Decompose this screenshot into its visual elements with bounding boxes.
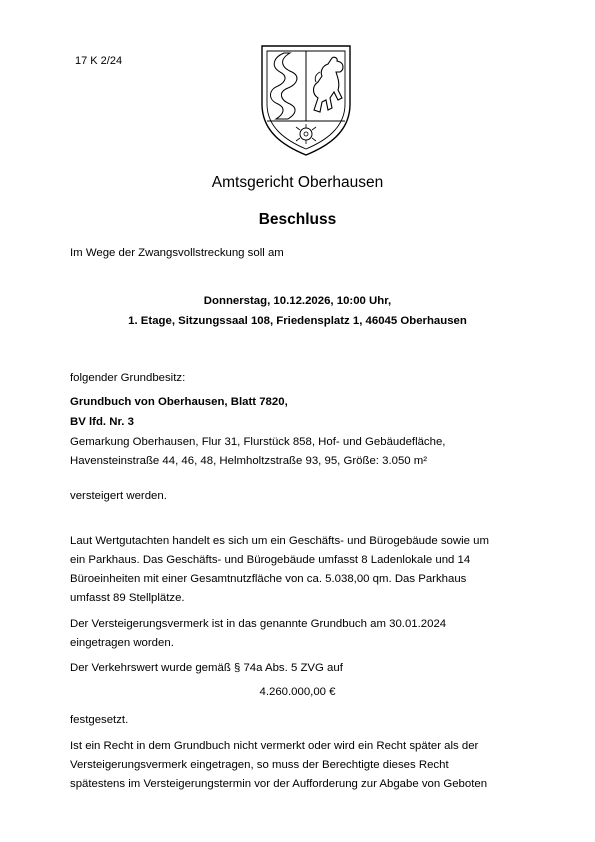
grundbuch-line-1: Grundbuch von Oberhausen, Blatt 7820, [70,396,288,408]
case-number: 17 K 2/24 [75,55,123,67]
gutachten-line-2: ein Parkhaus. Das Geschäfts- und Bürogebäude umfasst 8 Ladenlokale und 14 [70,554,471,566]
nrw-coat-of-arms-icon [258,42,354,158]
grundbuch-line-3: Gemarkung Oberhausen, Flur 31, Flurstück 858, Hof- und Gebäudefläche, [70,436,446,448]
grundbuch-line-4: Havensteinstraße 44, 46, 48, Helmholtzstraße 93, 95, Größe: 3.050 m² [70,455,428,467]
recht-line-2: Versteigerungsvermerk eingetragen, so muss der Berechtigte dieses Recht [70,759,449,771]
recht-line-1: Ist ein Recht in dem Grundbuch nicht vermerkt oder wird ein Recht später als der [70,740,479,752]
versteigert-text: versteigert werden. [70,490,167,502]
festgesetzt-text: festgesetzt. [70,714,129,726]
vermerk-line-1: Der Versteigerungsvermerk ist in das genannte Grundbuch am 30.01.2024 [70,618,447,630]
document-type-heading: Beschluss [258,211,337,228]
gutachten-line-1: Laut Wertgutachten handelt es sich um ein Geschäfts- und Bürogebäude sowie um [70,535,489,547]
court-name: Amtsgericht Oberhausen [211,174,384,191]
gutachten-line-4: umfasst 89 Stellplätze. [70,592,185,604]
recht-line-3: spätestens im Versteigerungstermin vor der Aufforderung zur Abgabe von Geboten [70,778,488,790]
termin-location: 1. Etage, Sitzungssaal 108, Friedensplatz 1, 46045 Oberhausen [128,315,467,327]
grundbuch-line-2: BV lfd. Nr. 3 [70,416,134,428]
grundbesitz-label: folgender Grundbesitz: [70,372,186,384]
termin-date: Donnerstag, 10.12.2026, 10:00 Uhr, [203,295,392,307]
verkehrswert-amount: 4.260.000,00 € [259,686,336,698]
intro-text: Im Wege der Zwangsvollstreckung soll am [70,247,284,259]
verkehrswert-intro: Der Verkehrswert wurde gemäß § 74a Abs. 5 ZVG auf [70,662,343,674]
vermerk-line-2: eingetragen worden. [70,637,174,649]
gutachten-line-3: Büroeinheiten mit einer Gesamtnutzfläche von ca. 5.038,00 qm. Das Parkhaus [70,573,467,585]
